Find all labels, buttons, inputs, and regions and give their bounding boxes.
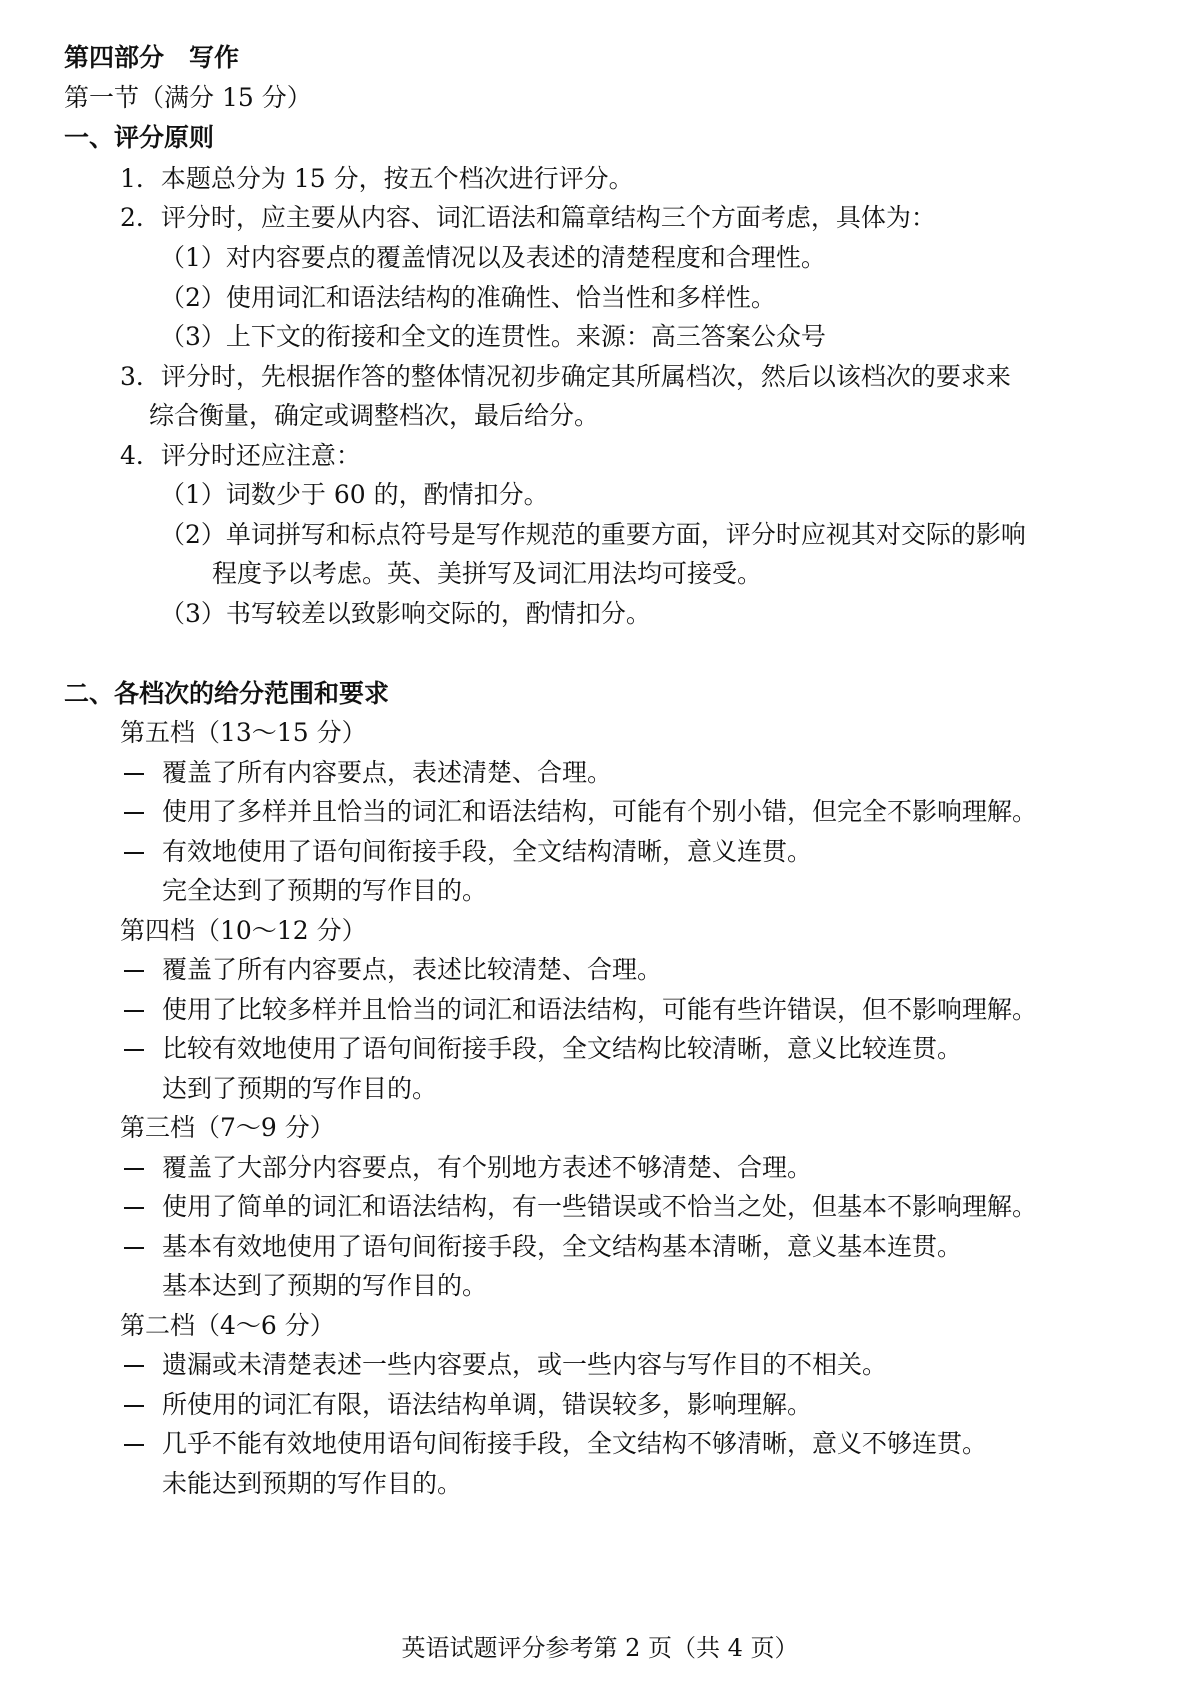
principle-item-4-sub-2-line-2: 程度予以考虑。英、美拼写及词汇用法均可接受。 <box>212 559 763 588</box>
levels-heading: 二、各档次的给分范围和要求 <box>64 679 390 708</box>
principle-item-4-sub-2-line-1: （2）单词拼写和标点符号是写作规范的重要方面，评分时应视其对交际的影响 <box>160 520 1026 549</box>
level-2-bullet-1: 遗漏或未清楚表述一些内容要点，或一些内容与写作目的不相关。 <box>162 1350 888 1379</box>
principle-item-3-line-1: 3．评分时，先根据作答的整体情况初步确定其所属档次，然后以该档次的要求来 <box>120 362 1011 391</box>
bullet-dash <box>124 1207 144 1209</box>
level-5-bullet-2: 使用了多样并且恰当的词汇和语法结构，可能有个别小错，但完全不影响理解。 <box>162 797 1038 826</box>
level-3-bullet-1: 覆盖了大部分内容要点，有个别地方表述不够清楚、合理。 <box>162 1153 813 1182</box>
level-5-summary: 完全达到了预期的写作目的。 <box>162 876 488 905</box>
level-5-bullet-3: 有效地使用了语句间衔接手段，全文结构清晰，意义连贯。 <box>162 837 813 866</box>
bullet-dash <box>124 852 144 854</box>
level-2-title: 第二档（4～6 分） <box>120 1311 335 1340</box>
principle-item-1: 1．本题总分为 15 分，按五个档次进行评分。 <box>120 164 634 193</box>
level-4-bullet-2: 使用了比较多样并且恰当的词汇和语法结构，可能有些许错误，但不影响理解。 <box>162 995 1038 1024</box>
bullet-dash <box>124 1247 144 1249</box>
page-footer: 英语试题评分参考第 2 页（共 4 页） <box>401 1634 799 1662</box>
bullet-dash <box>124 1405 144 1407</box>
principle-item-2-sub-2: （2）使用词汇和语法结构的准确性、恰当性和多样性。 <box>160 283 776 312</box>
bullet-dash <box>124 1049 144 1051</box>
principle-item-4-sub-3: （3）书写较差以致影响交际的，酌情扣分。 <box>160 599 651 628</box>
level-2-bullet-2: 所使用的词汇有限，语法结构单调，错误较多，影响理解。 <box>162 1390 813 1419</box>
bullet-dash <box>124 1168 144 1170</box>
bullet-dash <box>124 970 144 972</box>
bullet-dash <box>124 812 144 814</box>
level-3-bullet-2: 使用了简单的词汇和语法结构，有一些错误或不恰当之处，但基本不影响理解。 <box>162 1192 1038 1221</box>
principle-item-2: 2．评分时，应主要从内容、词汇语法和篇章结构三个方面考虑，具体为： <box>120 203 936 232</box>
level-3-summary: 基本达到了预期的写作目的。 <box>162 1271 488 1300</box>
part-title: 第四部分 写作 <box>64 43 240 72</box>
bullet-dash <box>124 1365 144 1367</box>
bullet-dash <box>124 773 144 775</box>
level-5-bullet-1: 覆盖了所有内容要点，表述清楚、合理。 <box>162 758 613 787</box>
principle-item-4: 4．评分时还应注意： <box>120 441 361 470</box>
principle-item-4-sub-1: （1）词数少于 60 的，酌情扣分。 <box>160 480 549 509</box>
principle-item-2-sub-1: （1）对内容要点的覆盖情况以及表述的清楚程度和合理性。 <box>160 243 826 272</box>
level-3-title: 第三档（7～9 分） <box>120 1113 335 1142</box>
section-title: 第一节（满分 15 分） <box>64 83 312 112</box>
level-4-title: 第四档（10～12 分） <box>120 916 367 945</box>
level-4-summary: 达到了预期的写作目的。 <box>162 1074 438 1103</box>
bullet-dash <box>124 1010 144 1012</box>
level-4-bullet-1: 覆盖了所有内容要点，表述比较清楚、合理。 <box>162 955 663 984</box>
level-3-bullet-3: 基本有效地使用了语句间衔接手段，全文结构基本清晰，意义基本连贯。 <box>162 1232 963 1261</box>
level-4-bullet-3: 比较有效地使用了语句间衔接手段，全文结构比较清晰，意义比较连贯。 <box>162 1034 963 1063</box>
bullet-dash <box>124 1444 144 1446</box>
principle-item-2-sub-3: （3）上下文的衔接和全文的连贯性。来源：高三答案公众号 <box>160 322 826 351</box>
level-2-summary: 未能达到预期的写作目的。 <box>162 1469 463 1498</box>
principle-item-3-line-2: 综合衡量，确定或调整档次，最后给分。 <box>149 401 600 430</box>
principles-heading: 一、评分原则 <box>64 123 215 152</box>
level-5-title: 第五档（13～15 分） <box>120 718 367 747</box>
level-2-bullet-3: 几乎不能有效地使用语句间衔接手段，全文结构不够清晰，意义不够连贯。 <box>162 1429 988 1458</box>
